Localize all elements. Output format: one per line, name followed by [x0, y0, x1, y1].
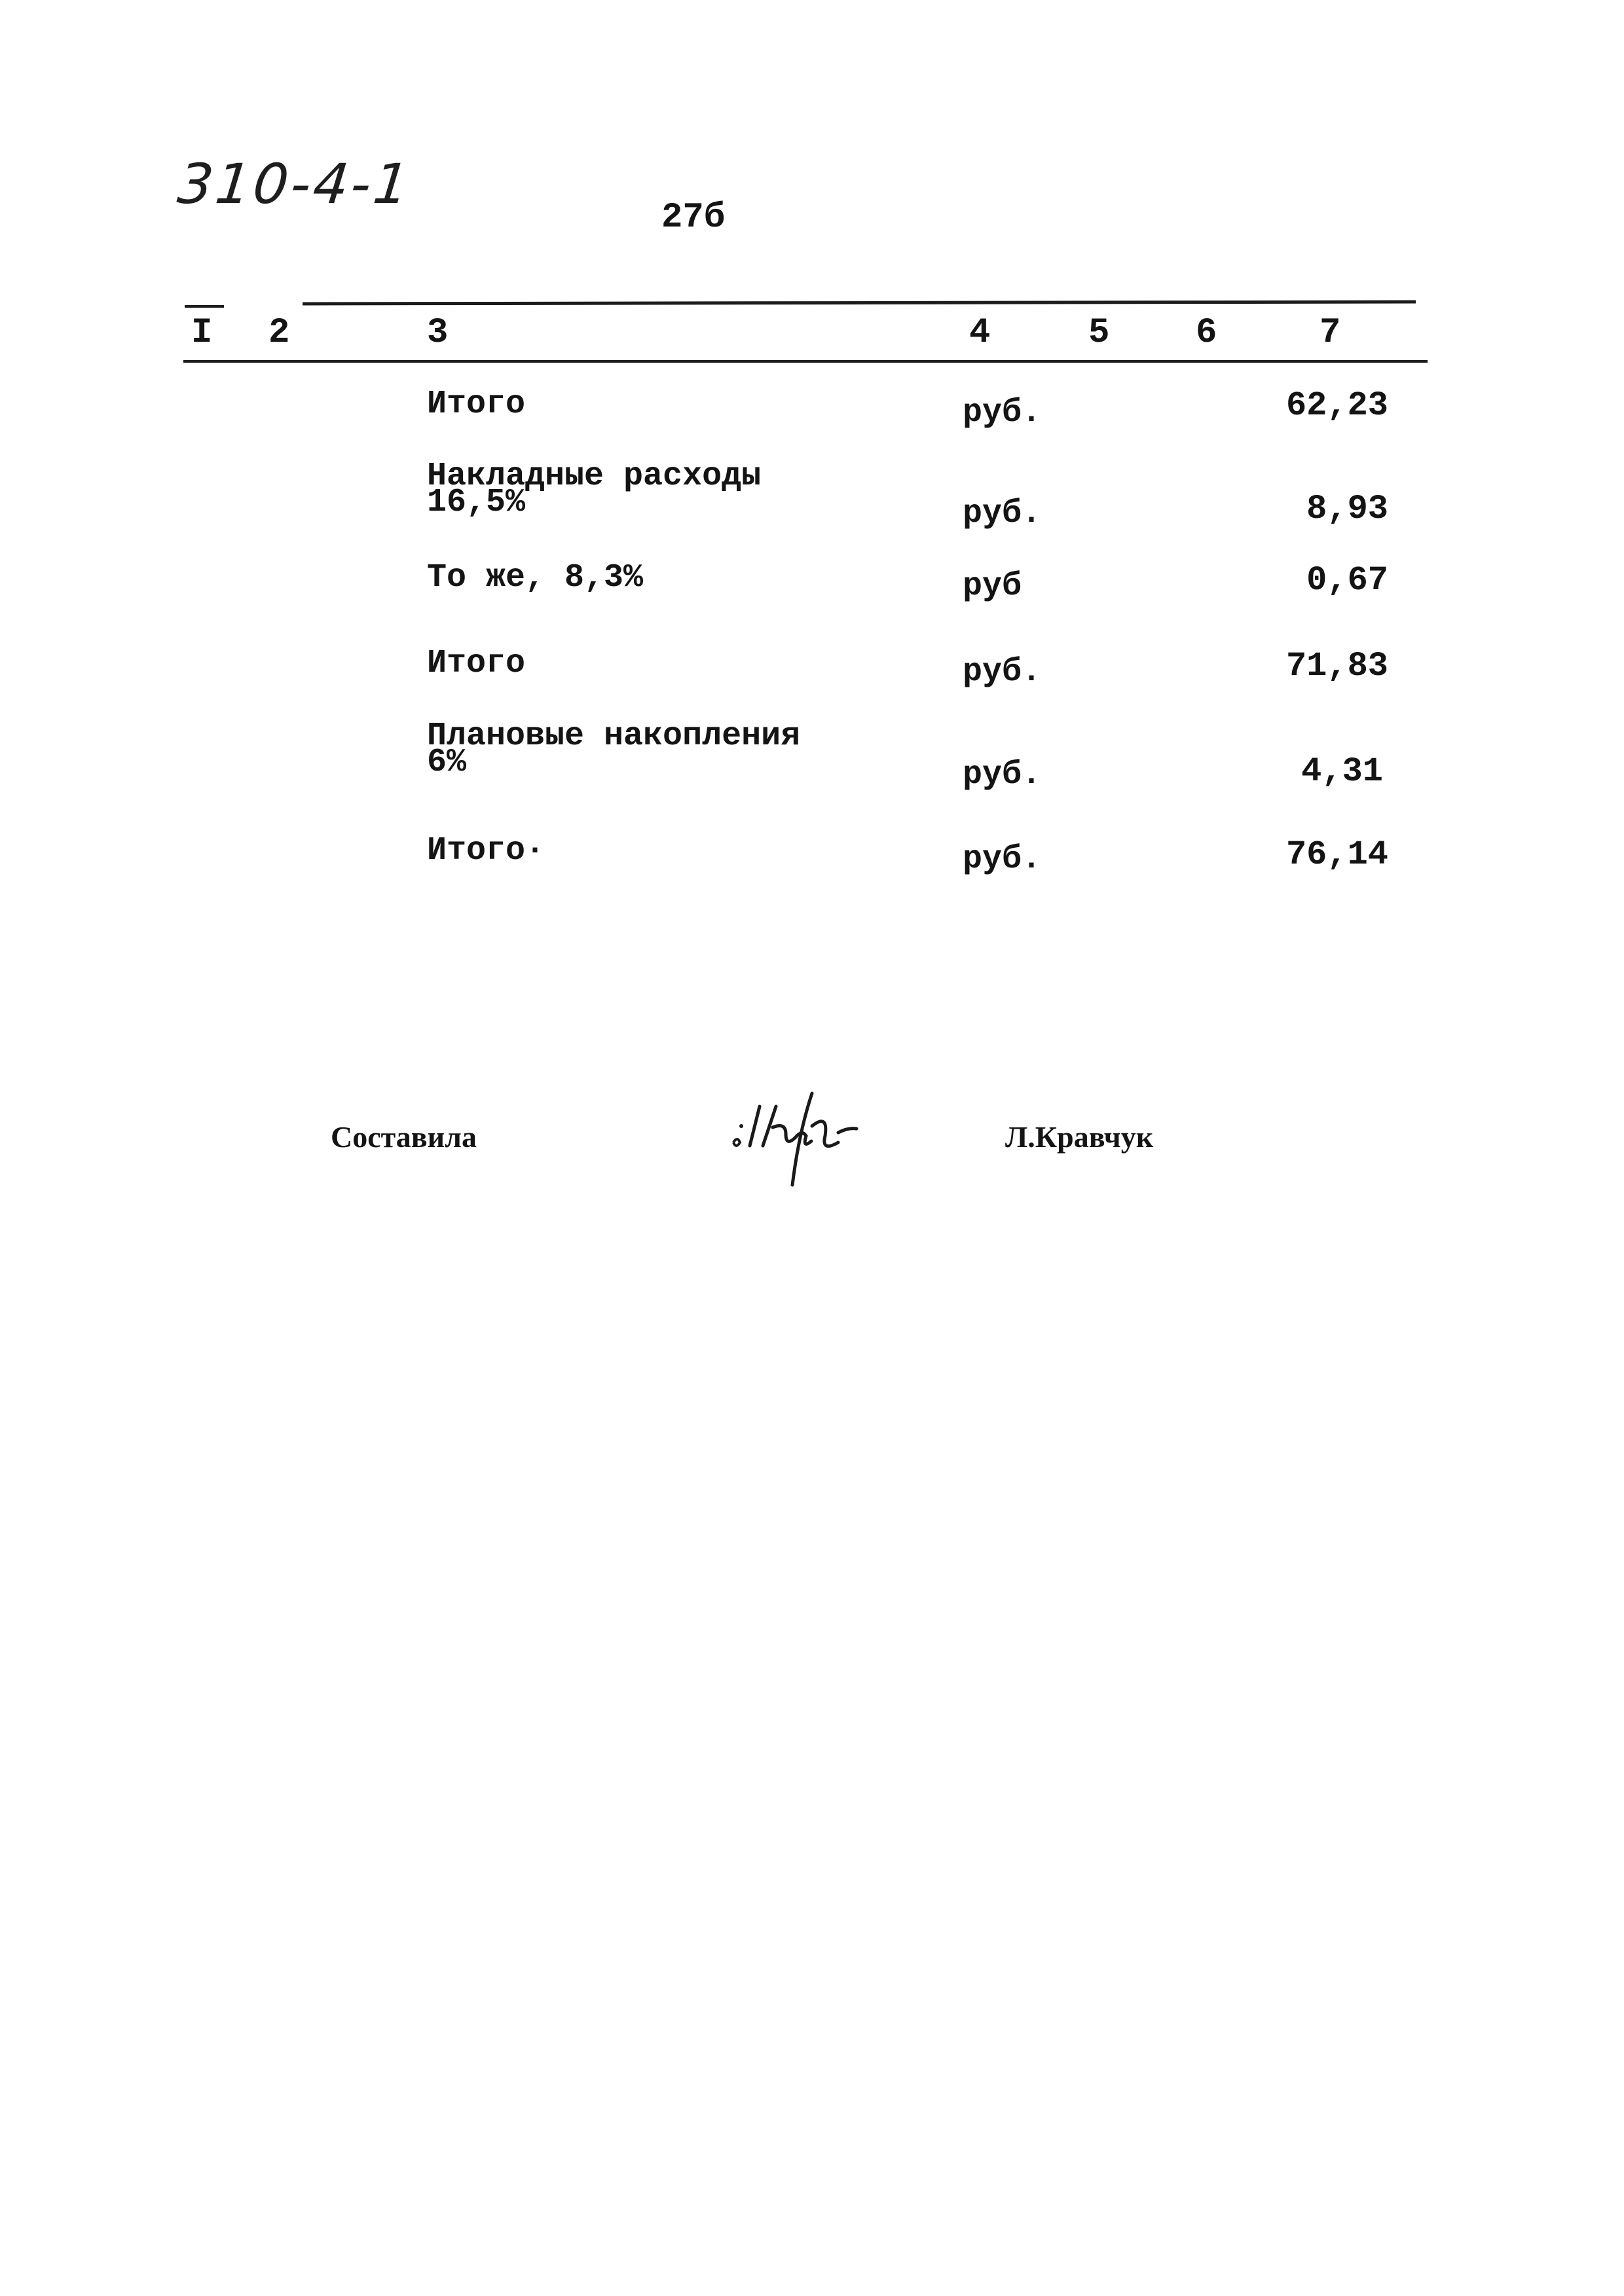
- signature-block: [0, 1106, 1624, 1198]
- page-number: 27б: [661, 198, 726, 238]
- row-description: Плановые накопления 6%: [427, 718, 801, 781]
- row-amount: 4,31: [1301, 752, 1383, 791]
- table-row: [0, 833, 1624, 879]
- row-description: Накладные расходы 16,5%: [427, 458, 762, 521]
- row-description: Итого: [427, 645, 526, 682]
- table-row: [0, 386, 1624, 432]
- row-amount: 62,23: [1285, 386, 1388, 425]
- row-amount: 76,14: [1285, 835, 1388, 874]
- row-description: То же, 8,3%: [427, 559, 644, 596]
- table-row: [0, 646, 1624, 691]
- compiled-by-label: Составила: [331, 1120, 477, 1154]
- row-amount: 0,67: [1306, 561, 1388, 600]
- row-description: Итого·: [427, 832, 545, 869]
- column-header-1: I: [191, 313, 213, 353]
- compiler-name: Л.Кравчук: [1005, 1120, 1154, 1154]
- row-amount: 71,83: [1285, 647, 1388, 685]
- row-unit: руб.: [963, 756, 1042, 793]
- row-unit: руб.: [963, 653, 1042, 691]
- table-row: [0, 458, 1624, 536]
- column-header-6: 6: [1196, 313, 1217, 353]
- table-row: [0, 718, 1624, 795]
- row-description: Итого: [427, 386, 526, 423]
- column-header-5: 5: [1088, 313, 1110, 353]
- row-unit: руб.: [963, 495, 1042, 532]
- row-unit: руб.: [963, 841, 1042, 878]
- column-header-4: 4: [969, 313, 991, 353]
- row-unit: руб: [963, 568, 1022, 605]
- table-row: [0, 560, 1624, 606]
- column-header-3: 3: [427, 313, 449, 353]
- column-header-2: 2: [268, 313, 290, 353]
- row-unit: руб.: [963, 394, 1042, 431]
- handwritten-signature: [714, 1080, 884, 1198]
- column-header-7: 7: [1320, 313, 1341, 353]
- row-amount: 8,93: [1306, 490, 1388, 528]
- document-code: 310-4-1: [174, 152, 415, 216]
